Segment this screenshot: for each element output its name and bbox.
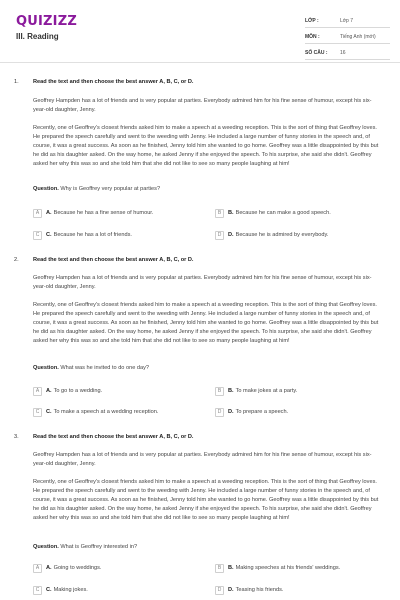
- answer-option-d[interactable]: [215, 229, 375, 241]
- option-key: B.: [228, 210, 234, 216]
- option-key: C.: [46, 587, 52, 593]
- option-text: Going to weddings.: [53, 565, 102, 571]
- option-letter-box: B: [215, 209, 224, 218]
- passage-paragraph-1: Geoffrey Hampden has a lot of friends and is very popular at parties. Everybody admired him for his fine sense of humour, except his six-year-old daughter, Jenny.: [33, 98, 372, 113]
- question-label: Question.: [33, 186, 59, 192]
- option-text: Because he has a lot of friends.: [53, 232, 132, 238]
- section-title: III. Reading: [16, 32, 59, 41]
- worksheet-header: [0, 0, 400, 62]
- meta-row-count: [305, 47, 390, 60]
- answer-option-d[interactable]: [215, 406, 375, 418]
- question-label: Question.: [33, 544, 59, 550]
- question-text: What was he invited to do one day?: [60, 365, 149, 371]
- question-text: Why is Geoffrey very popular at parties?: [60, 186, 161, 192]
- passage-paragraph-2: Recently, one of Geoffrey's closest friends asked him to make a speech at a weeding reception. This is the sort of thing that Geoffrey loves. He prepared the speech carefully and went to the weeding with Jenny. He included a large number of funny stories in the speech and, of course, it was a great success. As soon as he finished, Jenny told him she wanted to go home. Geoffrey was a little disappointed by this but he did as his daughter asked. On the way home, he asked Jenny if she enjoyed the speech. To his surprise, she said she didn't. Geoffrey asked her why this was so and she told him that she did not like to see so many people laughing at him!: [33, 125, 379, 167]
- meta-key: MÔN :: [305, 34, 320, 40]
- question-prompt: [33, 186, 160, 192]
- answer-option-b[interactable]: [215, 385, 375, 397]
- option-text: Because he is admired by everybody.: [235, 232, 329, 238]
- answer-option-a[interactable]: [33, 385, 193, 397]
- quizizz-logo: QUIZIZZ: [16, 14, 77, 29]
- passage-paragraph-1: Geoffrey Hampden has a lot of friends and is very popular at parties. Everybody admired him for his fine sense of humour, except his six-year-old daughter, Jenny.: [33, 452, 372, 467]
- answer-option-c[interactable]: [33, 406, 193, 418]
- option-text: To prepare a speech.: [235, 409, 289, 415]
- option-letter-box: C: [33, 231, 42, 240]
- question-number: 2.: [14, 257, 19, 263]
- option-text: Teasing his friends.: [235, 587, 284, 593]
- answer-option-b[interactable]: [215, 562, 375, 574]
- option-text: Because he can make a good speech.: [235, 210, 331, 216]
- answer-option-d[interactable]: [215, 584, 375, 596]
- worksheet-meta: [305, 15, 390, 63]
- header-divider: [0, 62, 400, 63]
- option-text: Because he has a fine sense of humour.: [53, 210, 154, 216]
- question-label: Question.: [33, 365, 59, 371]
- option-letter-box: D: [215, 586, 224, 595]
- question-prompt: [33, 544, 137, 550]
- option-key: D.: [228, 587, 234, 593]
- question-text: What is Geoffrey interested in?: [60, 544, 138, 550]
- answer-option-c[interactable]: [33, 584, 193, 596]
- option-key: C.: [46, 409, 52, 415]
- option-text: Making speeches at his friends' weddings.: [235, 565, 341, 571]
- answer-option-b[interactable]: [215, 207, 375, 219]
- question-instruction: Read the text and then choose the best answer A, B, C, or D.: [33, 257, 194, 263]
- option-text: Making jokes.: [53, 587, 88, 593]
- question-number: 1.: [14, 79, 19, 85]
- option-text: To make a speech at a wedding reception.: [53, 409, 159, 415]
- passage-paragraph-1: Geoffrey Hampden has a lot of friends and is very popular at parties. Everybody admired him for his fine sense of humour, except his six-year-old daughter, Jenny.: [33, 275, 372, 290]
- option-text: To go to a wedding.: [53, 388, 103, 394]
- option-letter-box: A: [33, 209, 42, 218]
- option-letter-box: B: [215, 564, 224, 573]
- option-key: D.: [228, 409, 234, 415]
- option-key: A.: [46, 565, 52, 571]
- passage-paragraph-2: Recently, one of Geoffrey's closest friends asked him to make a speech at a weeding reception. This is the sort of thing that Geoffrey loves. He prepared the speech carefully and went to the weeding with Jenny. He included a large number of funny stories in the speech and, of course, it was a great success. As soon as he finished, Jenny told him she wanted to go home. Geoffrey was a little disappointed by this but he did as his daughter asked. On the way home, he asked Jenny if she enjoyed the speech. To his surprise, she said she didn't. Geoffrey asked her why this was so and she told him that she did not like to see so many people laughing at him!: [33, 479, 379, 521]
- meta-key: SỐ CÂU :: [305, 50, 328, 56]
- answer-option-a[interactable]: [33, 562, 193, 574]
- option-key: B.: [228, 565, 234, 571]
- option-letter-box: D: [215, 408, 224, 417]
- option-letter-box: A: [33, 564, 42, 573]
- meta-value: Tiếng Anh (mới): [340, 34, 376, 40]
- option-letter-box: A: [33, 387, 42, 396]
- question-number: 3.: [14, 434, 19, 440]
- option-key: C.: [46, 232, 52, 238]
- meta-value: 16: [340, 50, 346, 56]
- option-key: B.: [228, 388, 234, 394]
- option-letter-box: B: [215, 387, 224, 396]
- question-instruction: Read the text and then choose the best answer A, B, C, or D.: [33, 434, 194, 440]
- meta-value: Lớp 7: [340, 18, 354, 24]
- meta-row-subject: [305, 31, 390, 44]
- option-key: A.: [46, 210, 52, 216]
- passage-paragraph-2: Recently, one of Geoffrey's closest friends asked him to make a speech at a weeding reception. This is the sort of thing that Geoffrey loves. He prepared the speech carefully and went to the weeding with Jenny. He included a large number of funny stories in the speech and, of course, it was a great success. As soon as he finished, Jenny told him she wanted to go home. Geoffrey was a little disappointed by this but he did as his daughter asked. On the way home, he asked Jenny if she enjoyed the speech. To his surprise, she said she didn't. Geoffrey asked her why this was so and she told him that she did not like to see so many people laughing at him!: [33, 302, 379, 344]
- meta-key: LỚP :: [305, 18, 319, 24]
- option-letter-box: C: [33, 586, 42, 595]
- option-text: To make jokes at a party.: [235, 388, 298, 394]
- option-key: D.: [228, 232, 234, 238]
- option-letter-box: C: [33, 408, 42, 417]
- option-letter-box: D: [215, 231, 224, 240]
- meta-row-class: [305, 15, 390, 28]
- question-prompt: [33, 365, 149, 371]
- answer-option-a[interactable]: [33, 207, 193, 219]
- question-instruction: Read the text and then choose the best answer A, B, C, or D.: [33, 79, 194, 85]
- answer-option-c[interactable]: [33, 229, 193, 241]
- option-key: A.: [46, 388, 52, 394]
